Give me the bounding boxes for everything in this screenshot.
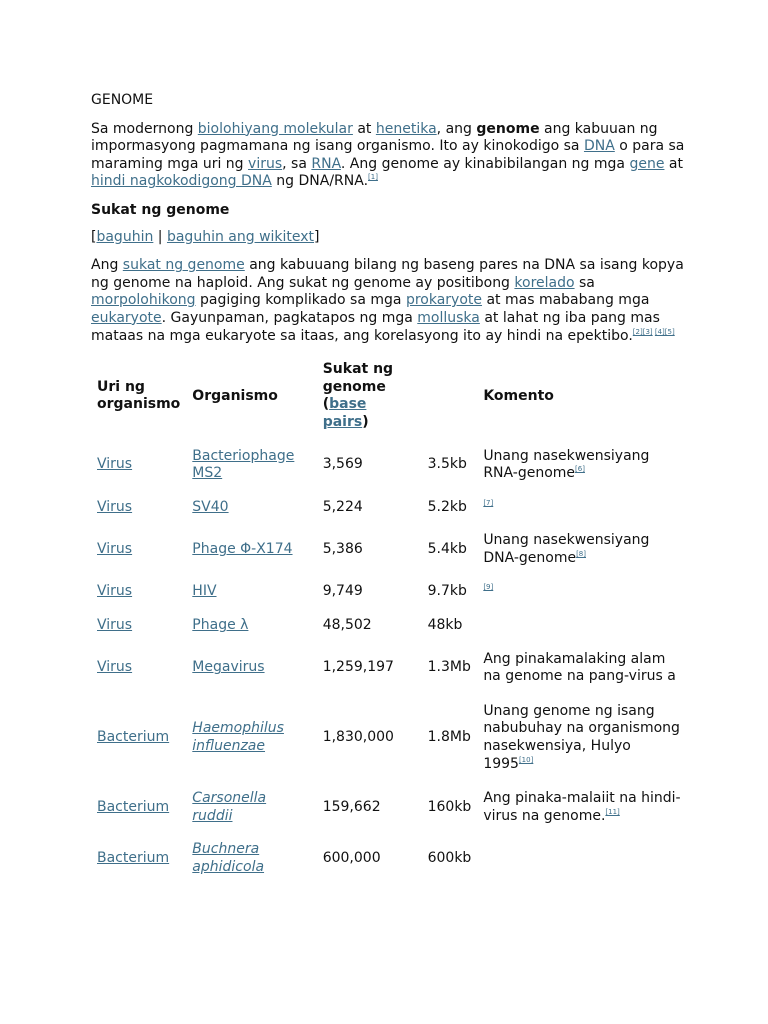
genome-size-cell: 1,259,197 [322,659,394,676]
organism-type-link[interactable]: Virus [97,541,133,558]
comment-text: Unang nasekwensiyang RNA-genome [483,447,650,482]
short-size-cell: 3.5kb [427,456,467,473]
page-title: GENOME [91,92,154,108]
edit-wikitext-link[interactable]: baguhin ang wikitext [166,228,315,245]
section-heading: Sukat ng genome [91,201,230,218]
reference-link[interactable]: [8] [576,549,586,558]
link-base-pairs[interactable]: base pairs [322,396,367,430]
intro-text: at [352,120,376,137]
organism-link[interactable]: SV40 [192,498,229,515]
comment-cell [477,609,691,643]
comment-cell [477,575,691,609]
article [91,92,691,885]
genome-size-paragraph [91,257,691,345]
genome-size-cell: 600,000 [322,850,381,867]
link-molluska[interactable]: molluska [417,309,480,326]
genome-size-cell: 5,386 [322,541,363,558]
edit-links [91,229,691,247]
table-row [91,440,691,491]
separator: | [153,228,167,245]
paragraph-text: pagiging komplikado sa mga [195,292,406,309]
organism-type-link[interactable]: Virus [97,583,133,600]
genome-size-cell: 1,830,000 [322,729,394,746]
table-row [91,694,691,782]
intro-text: ng DNA/RNA. [271,173,369,190]
organism-type-link[interactable]: Virus [97,617,133,634]
paragraph-text: at mas mababang mga [482,292,650,309]
genome-size-cell: 48,502 [322,617,372,634]
reference-link[interactable]: [6] [575,465,585,474]
header-size-text: ) [362,413,369,430]
organism-type-link[interactable]: Bacterium [97,799,170,816]
reference-link[interactable]: [11] [605,807,620,816]
header-size [317,355,422,439]
paragraph-text: at lahat ng iba pang mas mataas na mga eukaryote sa itaas, ang korelasyong ito ay hindi na epektibo. [91,309,660,344]
short-size-cell: 1.3Mb [427,659,471,676]
link-morpolohikong[interactable]: morpolohikong [91,292,196,309]
link-biolohiyang-molekular[interactable]: biolohiyang molekular [197,120,353,137]
header-organism: Organismo [192,387,278,404]
intro-text: , ang [436,120,477,137]
bracket: ] [314,228,320,245]
link-prokaryote[interactable]: prokaryote [405,292,483,309]
organism-link[interactable]: Haemophilus influenzae [192,720,284,755]
table-row [91,643,691,694]
reference-link[interactable]: [1] [368,173,378,182]
reference-link[interactable]: [9] [483,583,494,592]
short-size-cell: 600kb [427,850,472,867]
genome-bold-term: genome [476,120,540,137]
organism-link[interactable]: Phage Φ-X174 [192,541,293,558]
comment-cell [477,782,691,833]
header-size-text: Sukat ng genome ( [322,361,394,413]
intro-text: . Ang genome ay kinabibilangan ng mga [340,155,630,172]
comment-cell [477,694,691,782]
link-rna[interactable]: RNA [311,155,341,172]
short-size-cell: 5.2kb [427,498,467,515]
organism-link[interactable]: Phage λ [192,617,249,634]
table-row [91,491,691,525]
intro-paragraph [91,121,691,191]
genome-size-table [91,355,691,884]
table-row [91,833,691,884]
short-size-cell: 48kb [427,617,463,634]
paragraph-text: sa [574,274,595,291]
header-short-size [422,355,478,439]
organism-type-link[interactable]: Virus [97,659,133,676]
link-sukat-ng-genome[interactable]: sukat ng genome [122,257,245,274]
header-type: Uri ng organismo [97,378,181,413]
comment-cell [477,440,691,491]
comment-cell [477,643,691,694]
comment-cell [477,491,691,525]
short-size-cell: 160kb [427,799,472,816]
intro-text: , sa [282,155,312,172]
link-eukaryote[interactable]: eukaryote [91,309,162,326]
comment-text: Ang pinaka-malaiit na hindi-virus na genome. [483,790,681,824]
organism-type-link[interactable]: Bacterium [97,850,170,867]
comment-cell [477,833,691,884]
short-size-cell: 5.4kb [427,541,467,558]
genome-size-cell: 3,569 [322,456,363,473]
paragraph-text: ang kabuuang bilang ng baseng pares na DNA sa isang kopya ng genome na haploid. Ang sukat ng genome ay positibong [91,257,684,291]
link-dna[interactable]: DNA [583,138,615,155]
intro-text: ang kabuuan ng impormasyong pagmamana ng isang organismo. Ito ay kinokodigo sa [91,120,658,155]
organism-type-link[interactable]: Virus [97,456,133,473]
intro-text: at [664,155,683,172]
paragraph-text: . Gayunpaman, pagkatapos ng mga [161,309,418,326]
comment-text: Ang pinakamalaking alam na genome na pang-virus a [483,650,676,685]
genome-size-cell: 9,749 [322,583,363,600]
table-row [91,782,691,833]
table-row [91,575,691,609]
organism-link[interactable]: Buchnera aphidicola [192,841,265,875]
organism-link[interactable]: Bacteriophage MS2 [192,447,295,482]
genome-size-cell: 5,224 [322,498,363,515]
comment-text: Unang nasekwensiyang DNA-genome [483,532,650,566]
reference-link[interactable]: [7] [483,498,494,507]
header-comment: Komento [483,387,554,404]
comment-cell [477,524,691,575]
table-header-row [91,355,691,439]
reference-link[interactable]: [4][5] [654,327,675,336]
short-size-cell: 1.8Mb [427,729,471,746]
genome-size-cell: 159,662 [322,799,381,816]
table-row [91,524,691,575]
edit-link[interactable]: baguhin [96,228,154,245]
link-henetika[interactable]: henetika [375,120,437,137]
intro-text: Sa modernong [91,120,198,137]
link-korelado[interactable]: korelado [514,274,575,291]
reference-link[interactable]: [10] [518,755,534,764]
short-size-cell: 9.7kb [427,583,467,600]
organism-type-link[interactable]: Bacterium [97,729,170,746]
reference-link[interactable]: [2][3] [632,327,653,336]
organism-link[interactable]: Carsonella ruddii [192,790,267,824]
link-virus[interactable]: virus [248,155,283,172]
intro-text: o para sa maraming mga uri ng [91,138,685,172]
bracket: [ [91,228,97,245]
comment-text: Unang genome ng isang nabubuhay na organismong nasekwensiya, Hulyo 1995 [483,702,680,772]
link-gene[interactable]: gene [629,155,665,172]
table-row [91,609,691,643]
organism-link[interactable]: HIV [192,583,217,600]
link-hindi-nagkokodigong-dna[interactable]: hindi nagkokodigong DNA [91,173,272,190]
organism-type-link[interactable]: Virus [97,498,133,515]
organism-link[interactable]: Megavirus [192,659,265,676]
paragraph-text: Ang [91,257,123,274]
